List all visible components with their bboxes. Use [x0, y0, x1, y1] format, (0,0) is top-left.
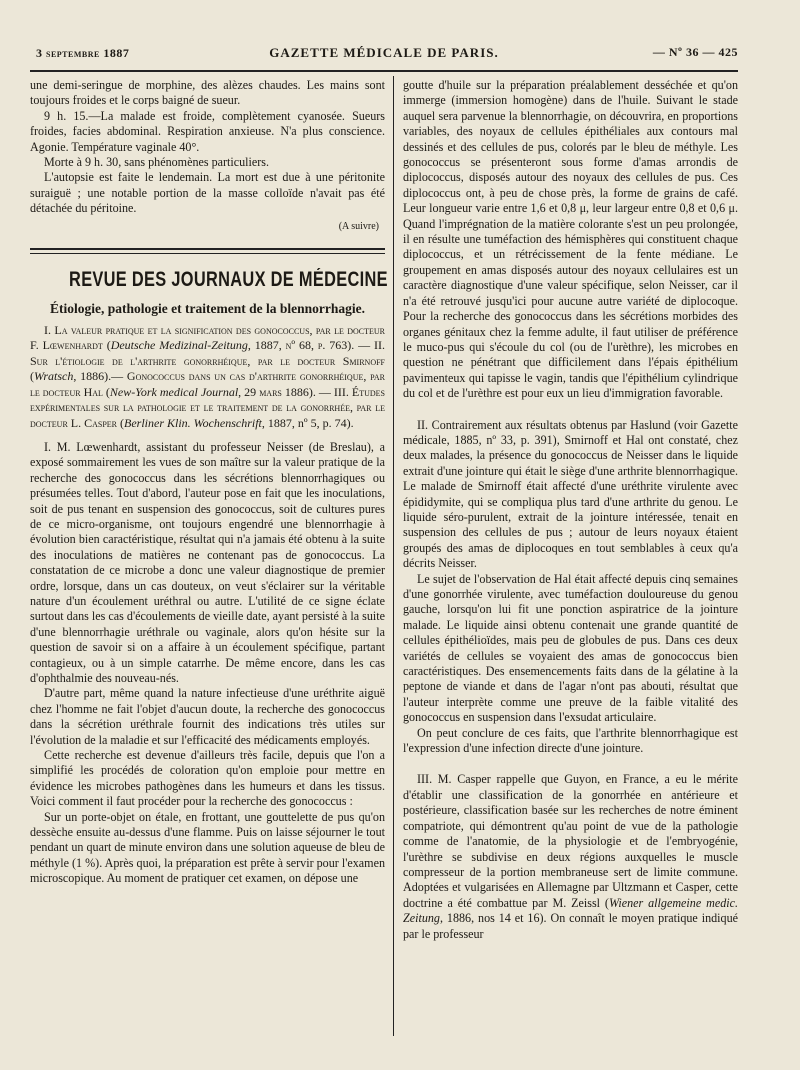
ref-b-journal: Wratsch: [34, 369, 74, 384]
ref-a-journal: Deutsche Medizinal-Zeitung: [110, 338, 248, 353]
left-paragraph-3: Morte à 9 h. 30, sans phénomènes particuliers.: [44, 155, 270, 170]
left-paragraph-6: D'autre part, même quand la nature infectieuse d'une uréthrite aiguë chez l'homme ne fait l'objet d'aucun doute, la recherche des gonococcus dans la sécrétion uréthrale fournit des indications très utiles sur l'évolution de la maladie et sur l'efficacité des médicaments employés.: [30, 686, 385, 747]
header-rule: [30, 70, 738, 72]
left-paragraph-8: Sur un porte-objet on étale, en frottant, une gouttelette de pus qu'on dessèche ensuite au-dessus d'une flamme. Puis on laisse séjourner le tout pendant un quart de minute environ dans une solution aqueuse de bleu de méthyle (1 %). Après quoi, la préparation est prête à servir pour l'examen microscopique. Au moment de pratiquer cet examen, on dépose une: [30, 809, 385, 886]
right-p5-journal: Wiener allgemeine medic. Zeitung: [403, 895, 738, 926]
left-paragraph-2: 9 h. 15.—La malade est froide, complètement cyanosée. Sueurs froides, facies abdominal. Respiration anxieuse. N'a plus conscience. Agonie. Température vaginale 40°.: [30, 108, 385, 154]
ref-d-journal: Berliner Klin. Wochenschrift: [124, 415, 262, 430]
right-paragraph-3: Le sujet de l'observation de Hal était affecté depuis cinq semaines d'une gonorrhée virulente, avec tuméfaction douloureuse du genou gauche, lorsqu'on lui fit une ponction aspiratrice de la jointure malade. Le liquide ainsi obtenu contenait une grande quantité de cellules épithélioïdes, mais peu de globules de pus. Dans ces deux variétés de cellules se voyaient des amas de gonococcus bien caractéristiques. Des ensemencements faits dans de la gélatine à la peptone de viande et dans de l'agar n'ont pas abouti, résultat que l'auteur interprète comme une preuve de la faible vitalité des gonococcus en suspension dans l'exsudat articulaire.: [403, 571, 738, 725]
ref-b2: , 1886).— Gonococcus dans un cas d'arthrite gonorrhéique, par le docteur Hal (: [30, 369, 385, 399]
right-paragraph-2: II. Contrairement aux résultats obtenus par Haslund (voir Gazette médicale, 1885, nº 33, p. 391), Smirnoff et Hal ont constaté, chez deux malades, la présence du gonococcus de Neisser dans le liquide extrait d'une jointure qui était le siège d'une arthrite blennorrhagique. Le malade de Smirnoff était affecté d'une uréthrite virulente avec épididymite, qui se compliqua plus tard d'une arthrite du genou. Le liquide séro-purulent, extrait de la jointure intéressée, tenait en suspension des cellules de pus ; autour de leurs noyaux étaient groupés des amas de diplocoques en tout semblables à ceux qu'a décrits Neisser.: [403, 417, 738, 571]
ref-a: I. La valeur pratique et la signification des gonococcus, par le docteur F. Lœwenhardt (: [30, 323, 385, 353]
right-paragraph-5: [403, 772, 738, 941]
section-separator: [30, 248, 385, 254]
ref-c2: , 29 mars 1886). — III. Études expérimentales sur la pathologie et le traitement de la gonorrhée, par le docteur L. Casper (: [30, 384, 385, 430]
section-title: REVUE DES JOURNAUX DE MÉDECINE: [69, 268, 388, 292]
ref-c-journal: New-York medical Journal: [109, 384, 239, 399]
right-p5-tail: , 1886, nos 14 et 16). On connaît le moyen pratique indiqué par le professeur: [403, 911, 738, 941]
left-column: [30, 78, 388, 887]
header-title: GAZETTE MÉDICALE DE PARIS.: [269, 45, 499, 60]
references-paragraph: [30, 323, 385, 431]
right-paragraph-1: goutte d'huile sur la préparation préalablement desséchée et qu'on immerge (immersion homogène) dans de l'huile. Suivant le stade auquel sera parvenue la blennorrhagie, on découvrira, en proportions variables, des noyaux de cellules épithéliales aux contours mal dessinés et des cellules de pus, colorés par le bleu de méthyle. Les gonococcus se présenteront sous forme d'amas arrondis de diplococcus, disposés autour des noyaux des cellules de pus. Ces diplococcus ont, à peu de chose près, la forme de grains de café. Leur longueur varie entre 1,6 et 0,8 μ, leur largeur entre 0,8 et 0,6 μ. Quand l'imprégnation de la matière colorante s'est un peu prolongée, il en résulte une tuméfaction des hémisphères qui constituent chaque diplococcus, et un rétrécissement de la fente médiane. Le groupement en amas disposés autour des noyaux cellulaires est un caractère diagnostique d'une valeur spécifique, selon Neisser, car il n'a été retrouvé jusqu'ici pour aucune autre variété de diplocoque. Pour la recherche des gonococcus dans les sécrétions morbides des organes génitaux chez la femme adulte, il faut utiliser de préférence le muco-pus qui s'écoule du col (ou de l'urèthre), les microbes en question ne pénétrant que difficilement dans l'épais épithélium pavimenteux qui tapisse le vagin, tandis que l'épithélium cylindrique du col et de l'urèthre est pour eux un lieu d'immigration favorable.: [403, 78, 738, 401]
left-paragraph-4: L'autopsie est faite le lendemain. La mort est due à une péritonite suraiguë ; une notable portion de la masse colloïde n'avait pas été détachée du péritoine.: [30, 170, 385, 216]
ref-d2: , 1887, nº 5, p. 74).: [261, 415, 354, 430]
left-paragraph-1: une demi-seringue de morphine, des alèzes chaudes. Les mains sont toujours froides et le corps baigné de sueur.: [30, 78, 385, 108]
column-divider: [393, 76, 394, 1036]
header-date: 3 septembre 1887: [36, 46, 130, 60]
page-header: [30, 40, 738, 64]
right-column: [403, 78, 738, 942]
right-p5-text: III. M. Casper rappelle que Guyon, en France, a eu le mérite d'établir une classification de la gonorrhée en antérieure et postérieure, classification basée sur les recherches de notre éminent compatriote, qui démontrent qu'au point de vue de la pathologie comme de l'anatomie, de la physiologie et de l'embryogénie, l'urèthre se subdivise en deux régions auxquelles le muscle compresseur de la portion membraneuse sert de limite commune. Adoptées et vulgarisées en Allemagne par Ultzmann et Casper, cette doctrine a été combattue par M. Zeissl (: [403, 772, 738, 910]
article-subtitle: Étiologie, pathologie et traitement de la blennorrhagie.: [50, 301, 365, 317]
suivre-note: (A suivre): [338, 220, 379, 232]
ref-a2: , 1887, nº 68, p. 763). — II. Sur l'étiologie de l'arthrite gonorrhéique, par le docteur Smirnoff (: [30, 338, 386, 384]
left-paragraph-7: Cette recherche est devenue d'ailleurs très facile, depuis que l'on a simplifié les procédés de coloration qu'on emploie pour mettre en évidence les microbes pathogènes dans les humeurs et dans les tissus. Voici comment il faut procéder pour la recherche des gonococcus :: [30, 748, 385, 809]
header-issue: — Nº 36 — 425: [652, 45, 738, 59]
left-paragraph-5: I. M. Lœwenhardt, assistant du professeur Neisser (de Breslau), a exposé sommairement les vues de son maître sur la valeur pratique de la recherche des gonococcus dans les sécrétions blennorrhagiques ou présumées telles. Tout d'abord, l'auteur pose en fait que les inoculations, soit de pus tenant en suspension des gonococcus, soit de cultures pures de ce micro-organisme, ont toujours engendré une blennorrhagie à évolution bien caractéristique, résultat qui n'a jamais été obtenu à la suite des inoculations de matières ne contenant pas de gonococcus. La constatation de ce microbe a donc une valeur diagnostique de premier ordre, lorsque, dans un cas douteux, on veut s'éclairer sur la véritable nature d'un écoulement uréthral ou autre. L'utilité de ce signe éclate surtout dans les cas d'écoulements de vieille date, ayant persisté à la suite d'une blennorrhagie uréthrale ou vaginale, alors qu'on hésite sur la question de savoir si on a affaire à un écoulement spécifique, partant contagieux, ou à un simple catarrhe. De même encore, dans les cas d'ophthalmie des nouveau-nés.: [30, 439, 385, 685]
right-paragraph-4: On peut conclure de ces faits, que l'arthrite blennorrhagique est l'expression d'une infection directe d'une jointure.: [403, 725, 738, 756]
